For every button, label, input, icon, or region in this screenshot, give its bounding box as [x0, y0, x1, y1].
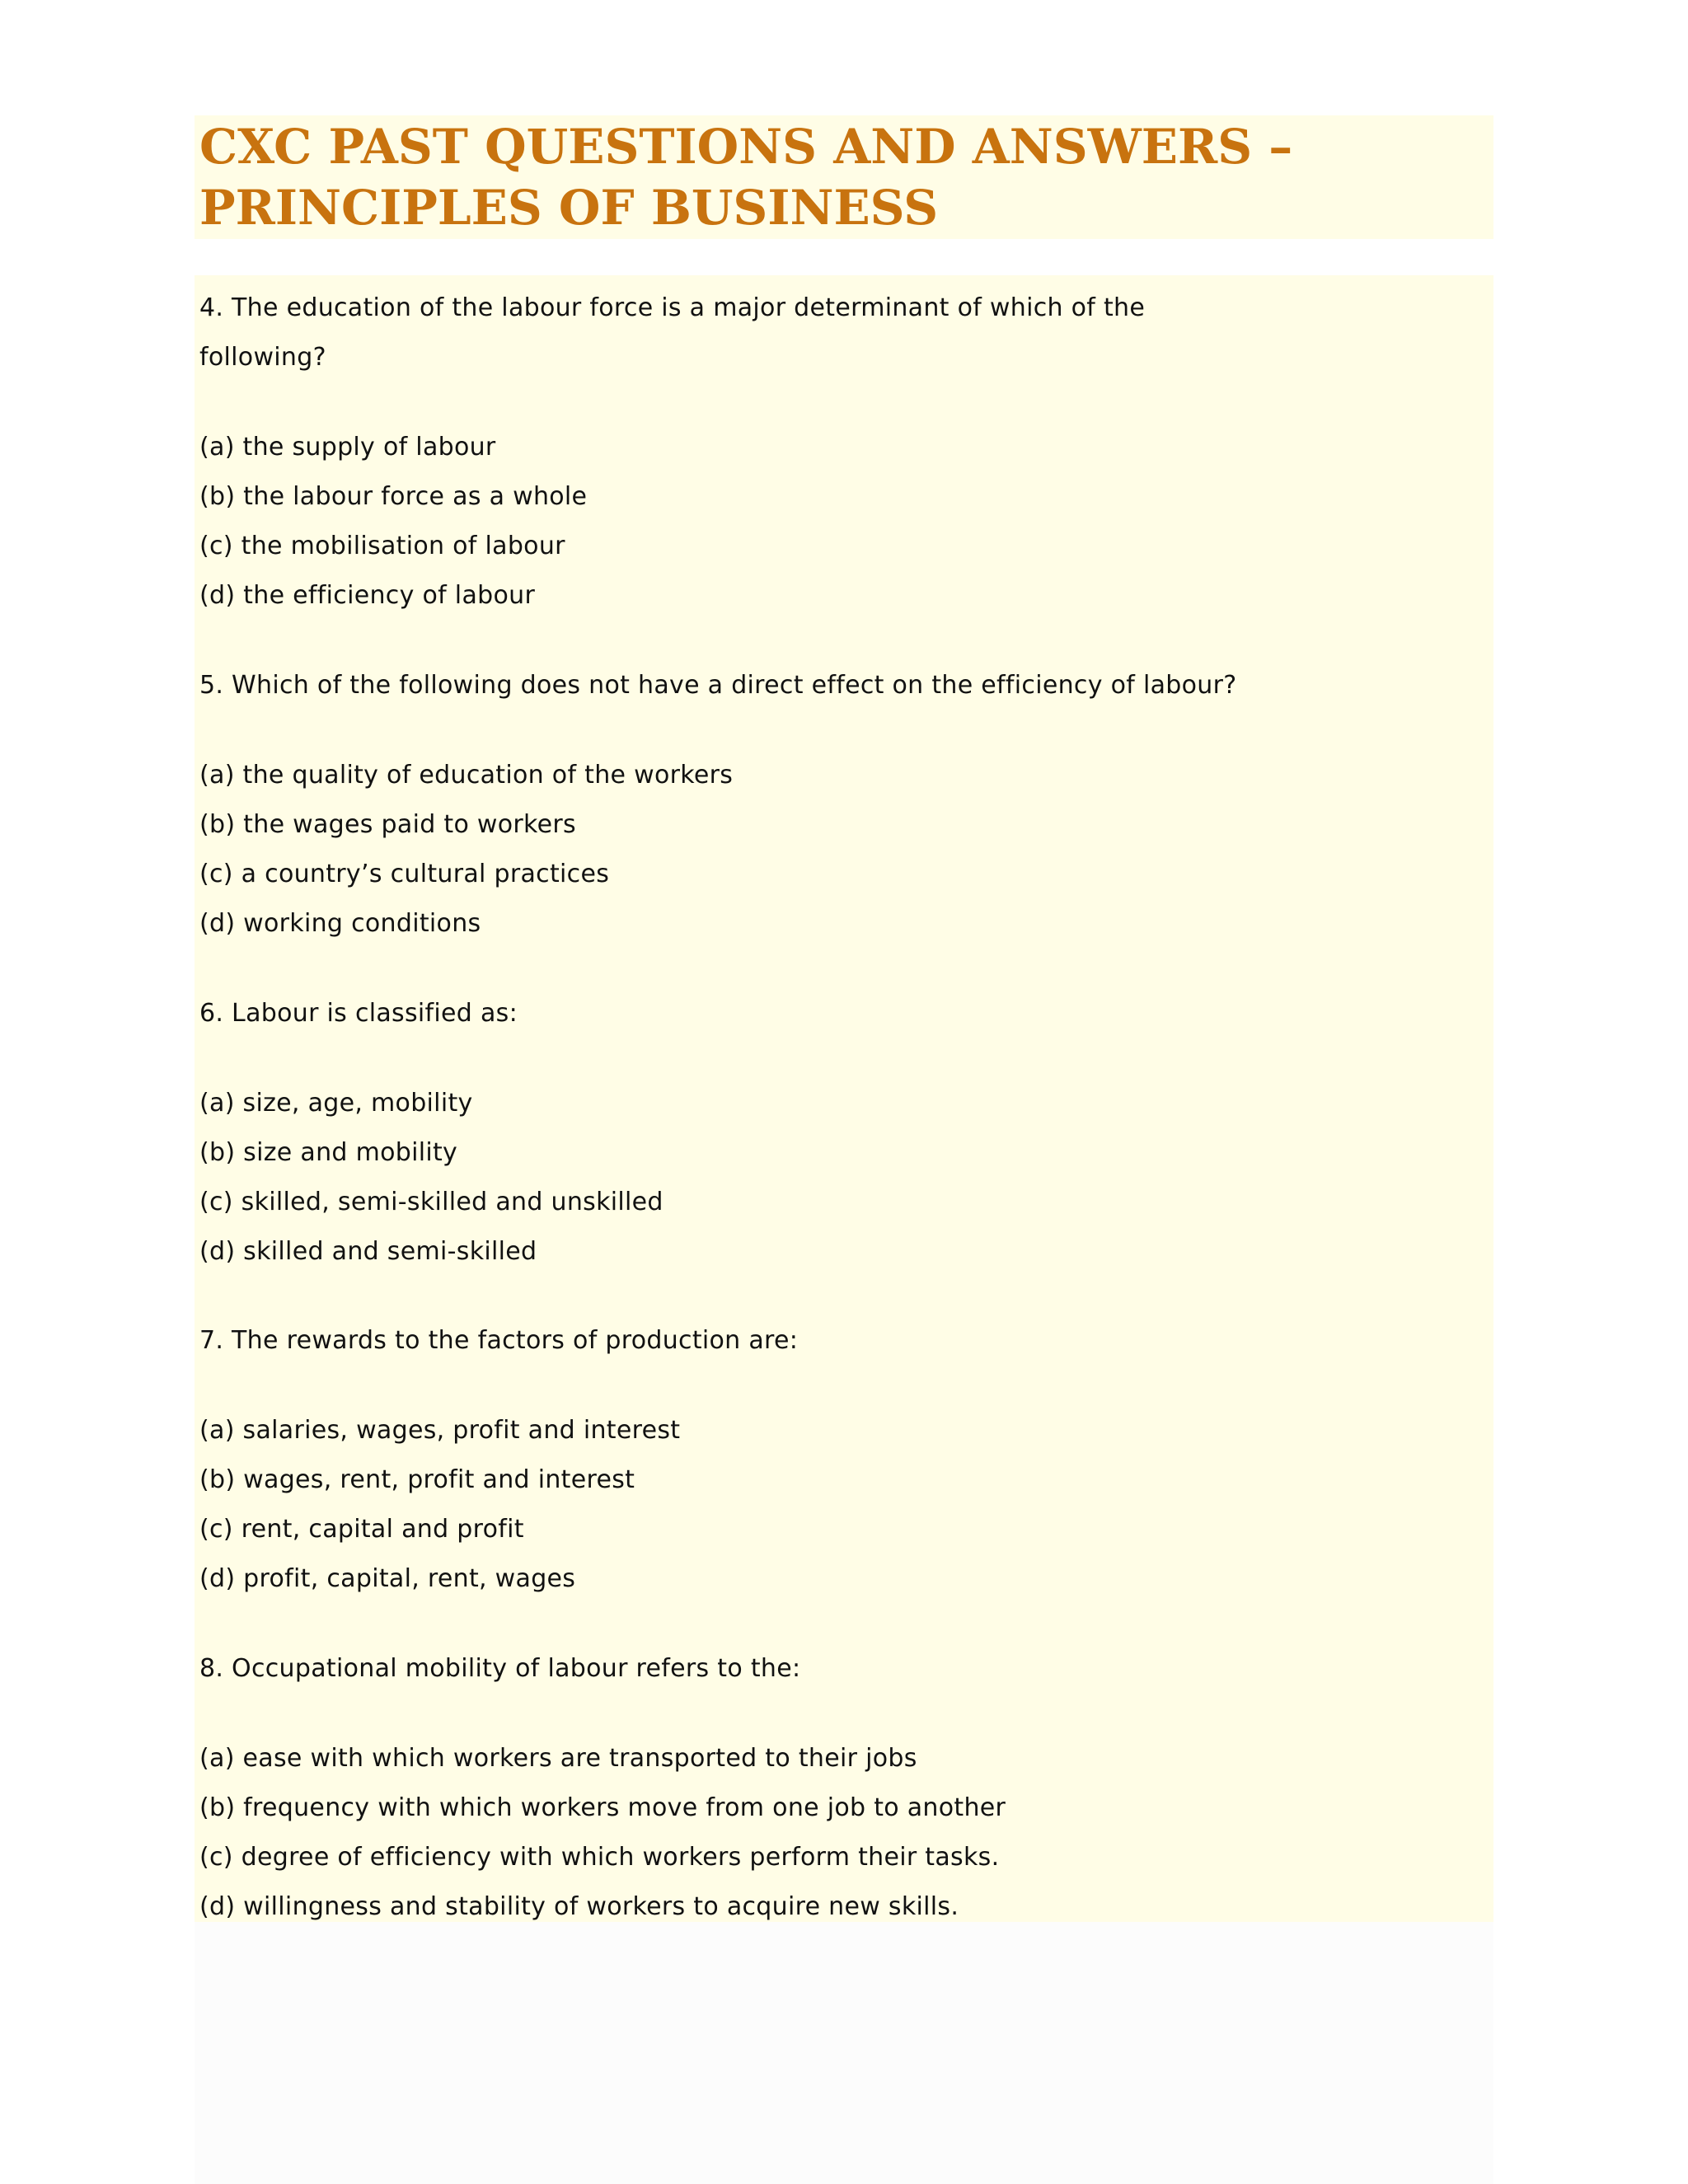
question-7-option-b: (b) wages, rent, profit and interest — [199, 1465, 635, 1494]
question-7-option-d: (d) profit, capital, rent, wages — [199, 1564, 576, 1593]
page-bottom-shade — [195, 1896, 1493, 2184]
question-6-option-b: (b) size and mobility — [199, 1138, 458, 1167]
page-title-line-2: PRINCIPLES OF BUSINESS — [199, 180, 939, 236]
question-4-stem: 4. The education of the labour force is a major determinant of which of the — [199, 293, 1146, 322]
title-block — [195, 115, 1493, 239]
page-title-line-1: CXC PAST QUESTIONS AND ANSWERS – — [199, 119, 1293, 175]
question-6-stem: 6. Labour is classified as: — [199, 999, 518, 1028]
question-6-option-d: (d) skilled and semi-skilled — [199, 1237, 537, 1266]
question-4-option-a: (a) the supply of labour — [199, 433, 496, 462]
question-5-stem: 5. Which of the following does not have a direct effect on the efficiency of labour? — [199, 671, 1237, 700]
question-7-stem: 7. The rewards to the factors of production are: — [199, 1326, 799, 1355]
question-4-stem-continued: following? — [199, 343, 326, 372]
question-8-option-a: (a) ease with which workers are transported to their jobs — [199, 1744, 917, 1773]
question-6-option-c: (c) skilled, semi-skilled and unskilled — [199, 1188, 663, 1216]
question-5-option-d: (d) working conditions — [199, 909, 481, 938]
question-5-option-a: (a) the quality of education of the workers — [199, 761, 734, 790]
question-7-option-c: (c) rent, capital and profit — [199, 1515, 524, 1544]
questions-block — [195, 275, 1493, 1922]
question-5-option-c: (c) a country’s cultural practices — [199, 860, 610, 888]
question-4-option-d: (d) the efficiency of labour — [199, 581, 536, 610]
question-5-option-b: (b) the wages paid to workers — [199, 810, 576, 839]
question-7-option-a: (a) salaries, wages, profit and interest — [199, 1416, 681, 1445]
question-8-option-d: (d) willingness and stability of workers to acquire new skills. — [199, 1892, 959, 1921]
question-6-option-a: (a) size, age, mobility — [199, 1089, 473, 1118]
question-4-option-c: (c) the mobilisation of labour — [199, 532, 565, 560]
question-8-option-c: (c) degree of efficiency with which workers perform their tasks. — [199, 1843, 1000, 1872]
question-4-option-b: (b) the labour force as a whole — [199, 482, 588, 511]
question-8-stem: 8. Occupational mobility of labour refers to the: — [199, 1654, 801, 1683]
question-8-option-b: (b) frequency with which workers move from one job to another — [199, 1793, 1006, 1822]
